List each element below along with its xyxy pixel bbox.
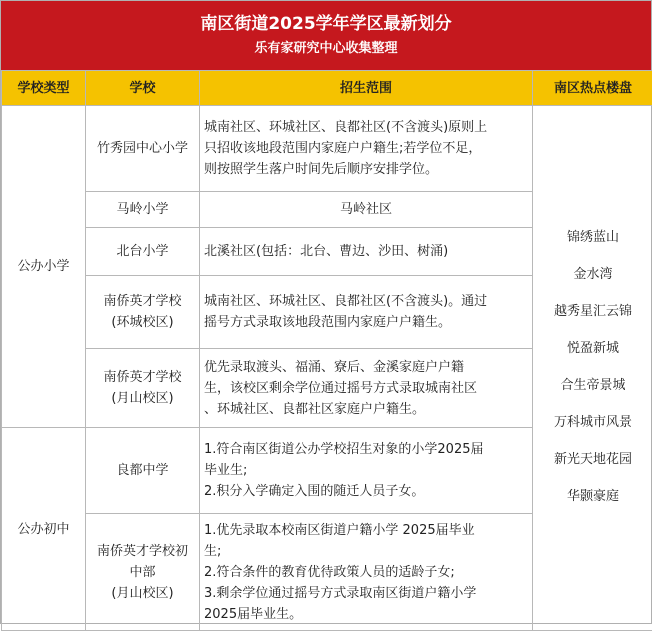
scope-cell: 1.符合南区街道公办学校招生对象的小学2025届 毕业生; 2.积分入学确定入围的随迁人员子女。 [200,428,533,514]
header-hot-properties: 南区热点楼盘 [533,71,652,106]
scope-cell: 城南社区、环城社区、良都社区(不含渡头)原则上 只招收该地段范围内家庭户户籍生;若学位不足， 则按照学生落户时间先后顺序安排学位。 [200,106,533,192]
school-name: 南侨英才学校初 中部 (月山校区) [86,514,200,631]
school-name: 良都中学 [86,428,200,514]
hot-property: 合生帝景城 [560,375,625,397]
header-school: 学校 [86,71,200,106]
school-name: 马岭小学 [86,192,200,228]
school-type-junior: 公办初中 [2,428,86,631]
header-row [2,71,652,106]
school-type-primary: 公办小学 [2,106,86,428]
header-scope: 招生范围 [200,71,533,106]
school-name: 竹秀园中心小学 [86,106,200,192]
header-school-type: 学校类型 [2,71,86,106]
hot-property: 越秀星汇云锦 [554,301,632,323]
page-title: 南区街道2025学年学区最新划分 [1,12,651,36]
page-subtitle: 乐有家研究中心收集整理 [1,38,651,60]
scope-cell: 马岭社区 [200,192,533,228]
hot-property: 万科城市风景 [554,412,632,434]
school-name: 北台小学 [86,228,200,276]
scope-cell: 优先录取渡头、福涌、寮后、金溪家庭户户籍 生，该校区剩余学位通过摇号方式录取城南社区 、环城社区、良都社区家庭户户籍生。 [200,349,533,428]
scope-cell: 城南社区、环城社区、良都社区(不含渡头)。通过 摇号方式录取该地段范围内家庭户户籍生。 [200,276,533,349]
scope-cell: 北溪社区(包括：北台、曹边、沙田、树涌) [200,228,533,276]
table-row [2,106,652,192]
title-banner [1,1,651,70]
hot-property: 金水湾 [573,264,612,286]
hot-property: 锦绣蓝山 [567,227,619,249]
hot-property: 悦盈新城 [567,338,619,360]
school-name: 南侨英才学校 (环城校区) [86,276,200,349]
school-name: 南侨英才学校 (月山校区) [86,349,200,428]
district-table [1,70,652,631]
hot-property: 新光天地花园 [554,449,632,471]
scope-cell: 1.优先录取本校南区街道户籍小学 2025届毕业 生; 2.符合条件的教育优待政策人员的适龄子女; 3.剩余学位通过摇号方式录取南区街道户籍小学 2025届毕业生。 [200,514,533,631]
hot-properties-cell [533,106,652,631]
hot-property: 华颢豪庭 [567,486,619,508]
